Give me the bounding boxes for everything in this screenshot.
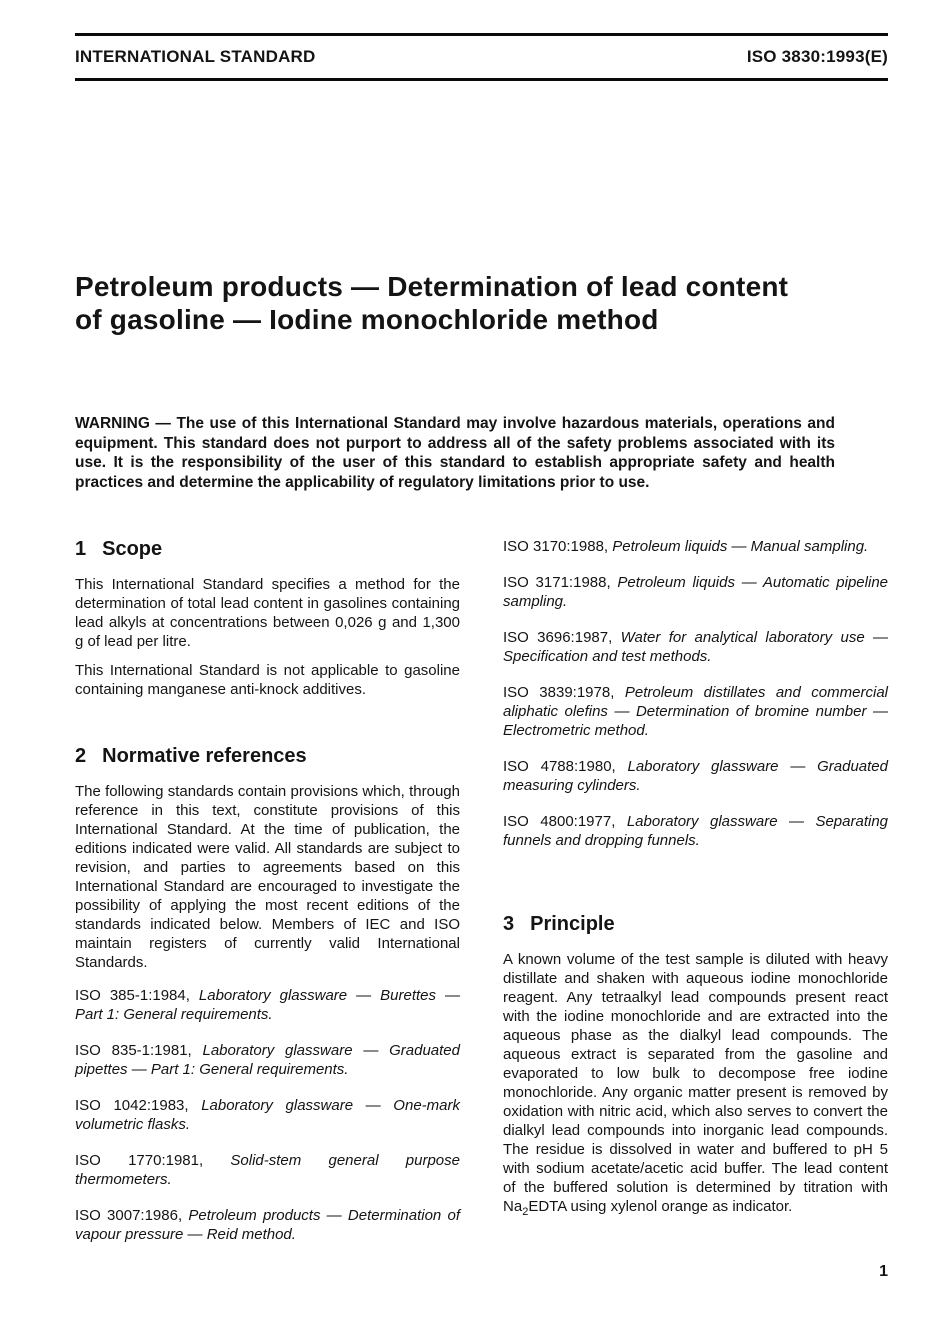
header-doc-type: INTERNATIONAL STANDARD: [75, 47, 316, 66]
reference-code: ISO 3696:1987,: [503, 629, 613, 646]
document-title-line1: Petroleum products — Determination of lead content: [75, 271, 789, 302]
reference-code: ISO 3839:1978,: [503, 684, 615, 701]
section-title: Scope: [102, 538, 163, 560]
page-number: 1: [879, 1263, 888, 1280]
section-heading-principle: [503, 912, 888, 936]
reference-item: [503, 812, 888, 850]
scope-paragraph-2: This International Standard is not applicable to gasoline containing manganese anti-knock additives.: [75, 662, 460, 698]
reference-code: ISO 385-1:1984,: [75, 987, 190, 1004]
reference-title: Water for analytical laboratory use — Specification and test methods.: [503, 629, 889, 665]
reference-title: Petroleum products — Determination of vapour pressure — Reid method.: [75, 1207, 460, 1243]
reference-item: [503, 683, 888, 740]
reference-item: [503, 537, 888, 556]
reference-item: [75, 1041, 460, 1079]
section-number: 3: [503, 913, 515, 935]
reference-code: ISO 835-1:1981,: [75, 1042, 192, 1059]
reference-title: Laboratory glassware — Burettes — Part 1: General requirements.: [75, 987, 460, 1023]
section-heading-normative-references: [75, 744, 460, 768]
right-column: [503, 537, 888, 1261]
document-title: [75, 270, 888, 336]
scope-paragraph-1: This International Standard specifies a method for the determination of total lead content in gasolines containing lead alkyls at concentrations between 0,026 g and 1,300 g of lead per litre.: [75, 576, 460, 650]
reference-item: [75, 1206, 460, 1244]
reference-item: [503, 757, 888, 795]
reference-item: [503, 573, 888, 611]
section-heading-scope: [75, 537, 460, 561]
page-header: [75, 47, 888, 67]
section-number: 2: [75, 745, 87, 767]
document-title-line2: of gasoline — Iodine monochloride method: [75, 304, 659, 335]
reference-list-left: [75, 986, 460, 1244]
reference-title: Petroleum liquids — Automatic pipeline sampling.: [503, 574, 888, 610]
reference-code: ISO 1770:1981,: [75, 1152, 204, 1169]
header-rule-bottom: [75, 78, 888, 81]
reference-list-right: [503, 537, 888, 850]
normative-intro-paragraph: The following standards contain provisions which, through reference in this text, constitute provisions of this International Standard. At the time of publication, the editions indicated were valid. All standards are subject to revision, and parties to agreements based on this International Standard are encouraged to investigate the possibility of applying the most recent editions of the standards indicated below. Members of IEC and ISO maintain registers of currently valid International Standards.: [75, 783, 460, 971]
header-rule-top: [75, 33, 888, 36]
reference-title: Petroleum distillates and commercial aliphatic olefins — Determination of bromine number — Electrometric method.: [503, 684, 888, 739]
subscript-2: 2: [522, 1206, 529, 1218]
warning-text: WARNING — The use of this International Standard may involve hazardous materials, operations and equipment. This standard does not purport to address all of the safety problems associated with its use. It is the responsibility of the user of this standard to establish appropriate safety and health practices and determine the applicability of regulatory limitations prior to use.: [75, 415, 835, 491]
reference-code: ISO 3171:1988,: [503, 574, 611, 591]
reference-title: Laboratory glassware — Graduated measuring cylinders.: [503, 758, 888, 794]
reference-item: [75, 1151, 460, 1189]
reference-code: ISO 3170:1988,: [503, 538, 609, 555]
left-column: [75, 537, 460, 1261]
header-standard-number: ISO 3830:1993(E): [746, 47, 888, 66]
section-title: Normative references: [102, 745, 307, 767]
reference-item: [75, 986, 460, 1024]
principle-paragraph: [503, 950, 888, 1216]
section-number: 1: [75, 538, 87, 560]
reference-title: Laboratory glassware — Graduated pipettes — Part 1: General requirements.: [75, 1042, 460, 1078]
two-column-body: [75, 537, 888, 1261]
reference-item: [503, 628, 888, 666]
principle-text-after-subscript: EDTA using xylenol orange as indicator.: [528, 1198, 793, 1215]
reference-title: Solid-stem general purpose thermometers.: [75, 1152, 460, 1188]
section-title: Principle: [530, 913, 615, 935]
principle-text-before-subscript: A known volume of the test sample is diluted with heavy distillate and shaken with aqueous iodine monochloride reagent. Any tetraalkyl lead compounds present react with the iodine monochloride and are extracted into the aqueous phase as the dialkyl lead compounds. The aqueous extract is separated from the gasoline and evaporated to low bulk to decompose free iodine monochloride. Any organic matter present is removed by oxidation with nitric acid, which also serves to convert the dialkyl lead compounds into inorganic lead compounds. The residue is dissolved in water and buffered to pH 5 with sodium acetate/acetic acid buffer. The lead content of the buffered solution is determined by titration with Na: [503, 951, 888, 1215]
reference-code: ISO 1042:1983,: [75, 1097, 189, 1114]
reference-title: Laboratory glassware — One-mark volumetric flasks.: [75, 1097, 460, 1133]
reference-title: Petroleum liquids — Manual sampling.: [612, 538, 869, 555]
reference-item: [75, 1096, 460, 1134]
reference-code: ISO 3007:1986,: [75, 1207, 183, 1224]
reference-title: Laboratory glassware — Separating funnels and dropping funnels.: [503, 813, 889, 849]
reference-code: ISO 4800:1977,: [503, 813, 616, 830]
reference-code: ISO 4788:1980,: [503, 758, 616, 775]
